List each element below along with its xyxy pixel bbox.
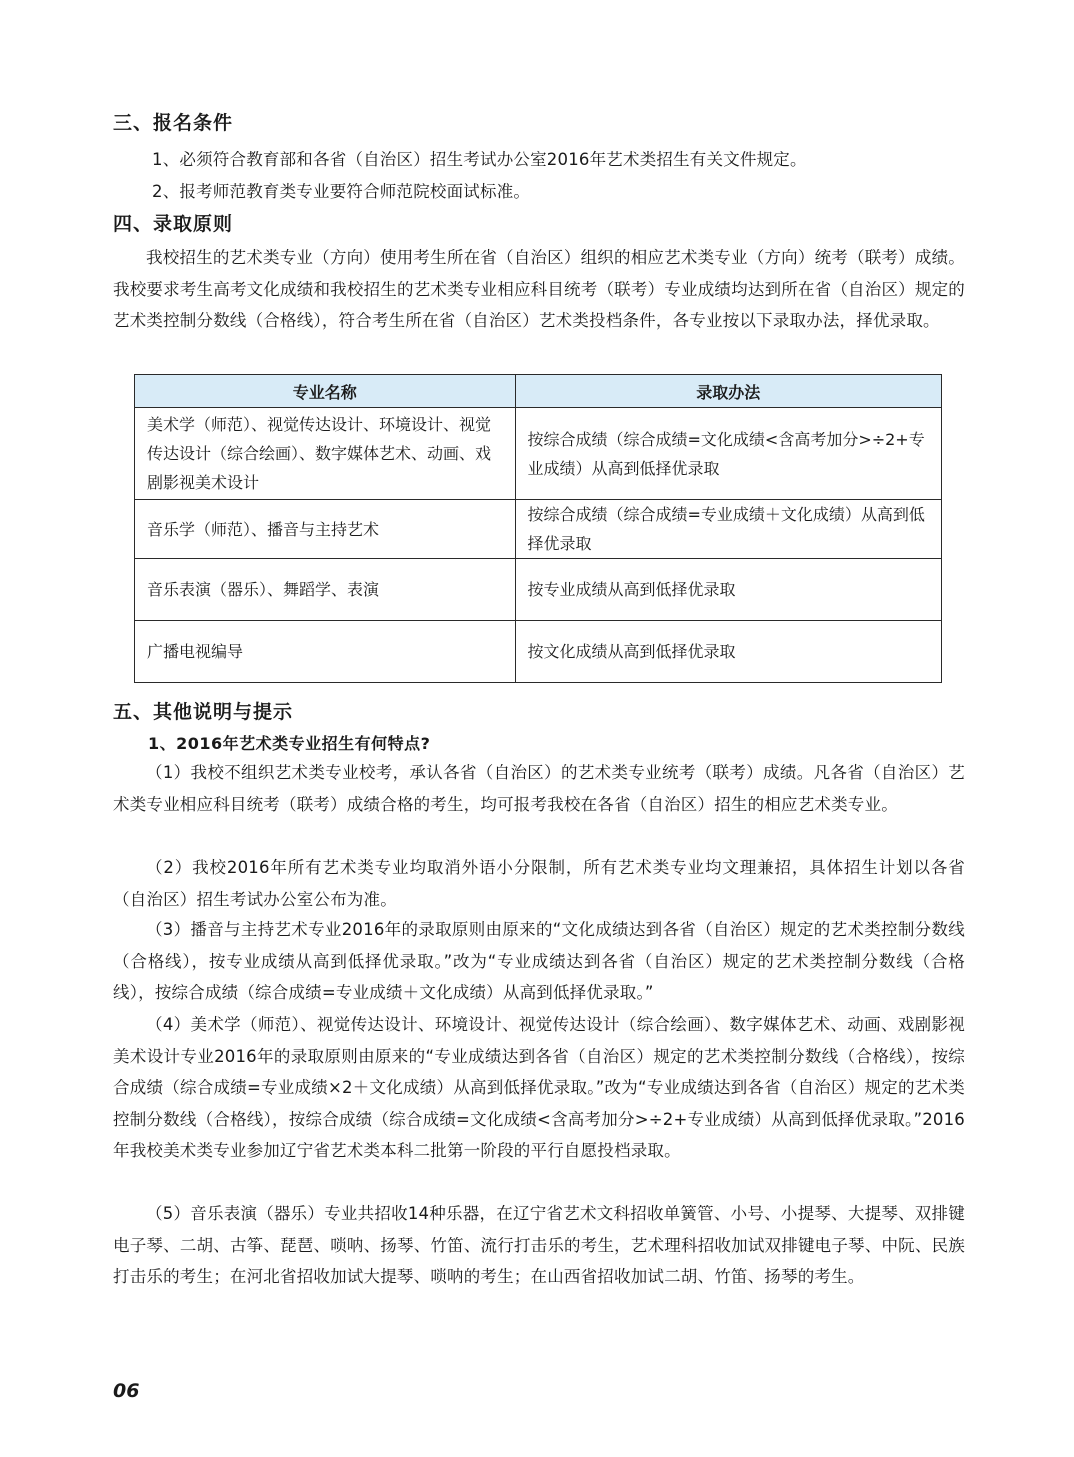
major-cell: 美术学（师范）、视觉传达设计、环境设计、视觉传达设计（综合绘画）、数字媒体艺术、动画、戏剧影视美术设计 — [135, 408, 516, 500]
method-cell: 按文化成绩从高到低择优录取 — [515, 621, 942, 683]
note-paragraph-5: （5）音乐表演（器乐）专业共招收14种乐器，在辽宁省艺术文科招收单簧管、小号、小提琴、大提琴、双排键电子琴、二胡、古筝、琵琶、唢呐、扬琴、竹笛、流行打击乐的考生，艺术理科招收加试双排键电子琴、中阮、民族打击乐的考生；在河北省招收加试大提琴、唢呐的考生；在山西省招收加试二胡、竹笛、扬琴的考生。 — [113, 1204, 965, 1286]
admission-method-table — [134, 374, 942, 683]
method-cell: 按综合成绩（综合成绩=文化成绩<含高考加分>÷2+专业成绩）从高到低择优录取 — [515, 408, 942, 500]
section-3-item-2: 2、报考师范教育类专业要符合师范院校面试标准。 — [152, 182, 531, 201]
section-3-item-1: 1、必须符合教育部和各省（自治区）招生考试办公室2016年艺术类招生有关文件规定。 — [152, 150, 807, 169]
column-header-method: 录取办法 — [515, 375, 942, 408]
note-paragraph-2: （2）我校2016年所有艺术类专业均取消外语小分限制，所有艺术类专业均文理兼招，具体招生计划以各省（自治区）招生考试办公室公布为准。 — [113, 858, 965, 909]
method-cell: 按综合成绩（综合成绩=专业成绩＋文化成绩）从高到低择优录取 — [515, 500, 942, 559]
page-number: 06 — [113, 1380, 140, 1402]
major-cell: 广播电视编导 — [135, 621, 516, 683]
method-cell: 按专业成绩从高到低择优录取 — [515, 559, 942, 621]
section-4-heading: 四、录取原则 — [113, 213, 234, 235]
question-1-heading: 1、2016年艺术类专业招生有何特点? — [148, 734, 431, 753]
section-3-heading: 三、报名条件 — [113, 112, 234, 134]
note-paragraph-4: （4）美术学（师范）、视觉传达设计、环境设计、视觉传达设计（综合绘画）、数字媒体艺术、动画、戏剧影视美术设计专业2016年的录取原则由原来的“专业成绩达到各省（自治区）规定的艺术类控制分数线（合格线），按综合成绩（综合成绩=专业成绩×2＋文化成绩）从高到低择优录取。”改为“专业成绩达到各省（自治区）规定的艺术类控制分数线（合格线），按综合成绩（综合成绩=文化成绩<含高考加分>÷2+专业成绩）从高到低择优录取。”2016年我校美术类专业参加辽宁省艺术类本科二批第一阶段的平行自愿投档录取。 — [113, 1015, 965, 1160]
note-paragraph-1: （1）我校不组织艺术类专业校考，承认各省（自治区）的艺术类专业统考（联考）成绩。凡各省（自治区）艺术类专业相应科目统考（联考）成绩合格的考生，均可报考我校在各省（自治区）招生的相应艺术类专业。 — [113, 763, 965, 814]
major-cell: 音乐表演（器乐）、舞蹈学、表演 — [135, 559, 516, 621]
section-5-heading: 五、其他说明与提示 — [113, 701, 294, 723]
section-4-intro: 我校招生的艺术类专业（方向）使用考生所在省（自治区）组织的相应艺术类专业（方向）统考（联考）成绩。我校要求考生高考文化成绩和我校招生的艺术类专业相应科目统考（联考）专业成绩均达到所在省（自治区）规定的艺术类控制分数线（合格线），符合考生所在省（自治区）艺术类投档条件，各专业按以下录取办法，择优录取。 — [113, 248, 965, 330]
column-header-major: 专业名称 — [135, 375, 516, 408]
table-row — [135, 621, 942, 683]
table-row — [135, 500, 942, 559]
major-cell: 音乐学（师范）、播音与主持艺术 — [135, 500, 516, 559]
note-paragraph-3: （3）播音与主持艺术专业2016年的录取原则由原来的“文化成绩达到各省（自治区）规定的艺术类控制分数线（合格线），按专业成绩从高到低择优录取。”改为“专业成绩达到各省（自治区）规定的艺术类控制分数线（合格线），按综合成绩（综合成绩=专业成绩＋文化成绩）从高到低择优录取。” — [113, 920, 965, 1002]
table-header-row — [135, 375, 942, 408]
table-row — [135, 408, 942, 500]
table-row — [135, 559, 942, 621]
